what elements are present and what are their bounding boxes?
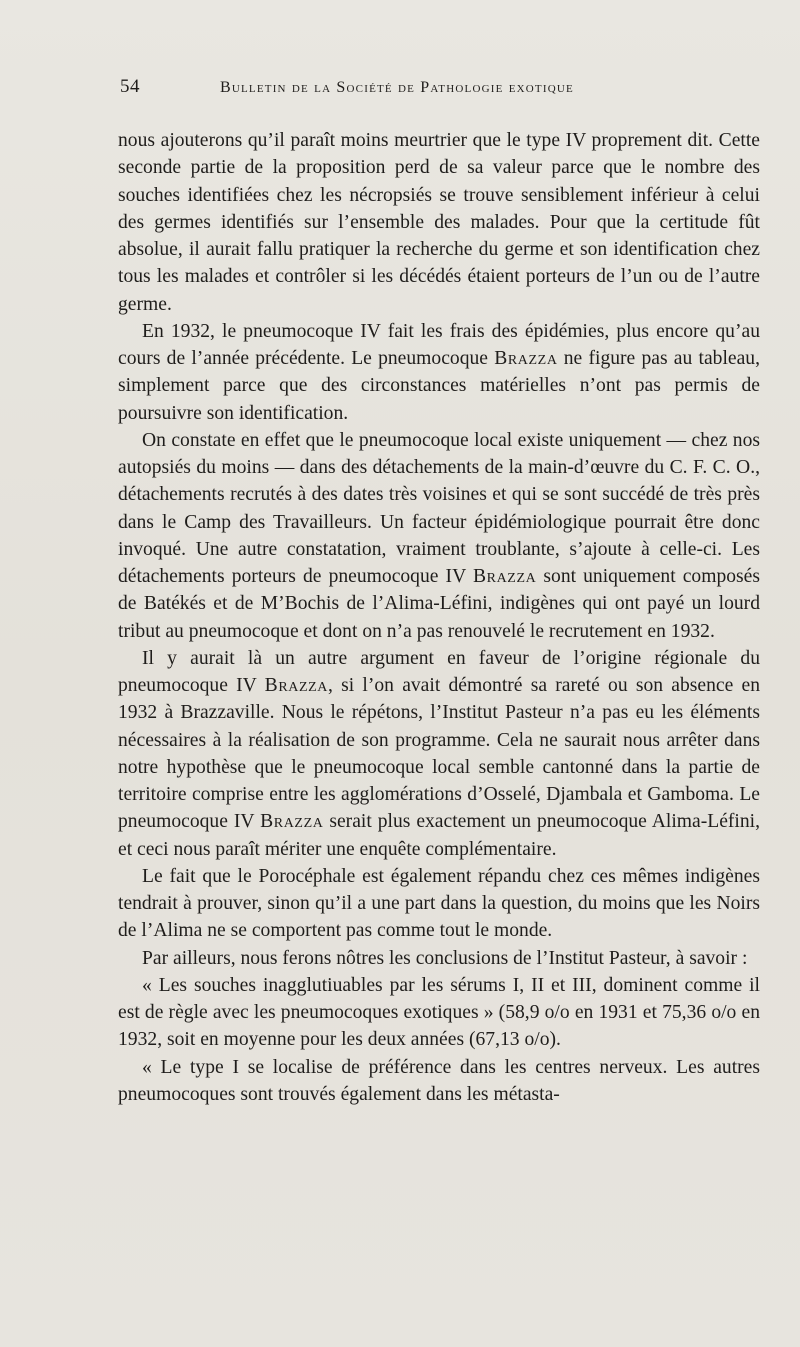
paragraph-text: Il y aurait là un autre argument en faveur de l’origine régionale du pneumocoque IV (118, 647, 760, 696)
paragraph-text: ne figure pas au tableau, simplement parce que des circonstances matérielles n’ont pas permis de poursuivre son identification. (118, 348, 760, 424)
paragraph (118, 945, 760, 972)
paragraph (118, 318, 760, 427)
paragraph-text: sont uniquement composés de Batékés et de M’Bochis de l’Alima-Léfini, indigènes qui ont payé un lourd tribut au pneumocoque et dont on n’a pas renouvelé le recrutement en 1932. (118, 566, 760, 642)
paragraph-text: « Les souches inagglutiuables par les sérums I, II et III, dominent comme il est de règle avec les pneumocoques exotiques » (58,9 o/o en 1931 et 75,36 o/o en 1932, soit en moyenne pour les deux années (67,13 o/o). (118, 974, 760, 1051)
paragraph-text: nous ajouterons qu’il paraît moins meurtrier que le type IV proprement dit. Cette seconde partie de la proposition perd de sa valeur parce que le nombre des souches identifiées chez les nécropsiés se trouve sensiblement inférieur à celui des germes identifiés sur l’ensemble des malades. Pour que la certitude fût absolue, il aurait fallu pratiquer la recherche du germe et son identification chez tous les malades et contrôler si les décédés étaient porteurs de l’un ou de l’autre germe. (118, 130, 760, 315)
paragraph-text: En 1932, le pneumocoque IV fait les frais des épidémies, plus encore qu’au cours de l’année précédente. Le pneumocoque (118, 320, 760, 369)
paragraph-text: Par ailleurs, nous ferons nôtres les conclusions de l’Institut Pasteur, à savoir : (142, 947, 748, 969)
paragraph-text: serait plus exactement un pneumocoque Alima-Léfini, et ceci nous paraît mériter une enquête complémentaire. (118, 811, 760, 860)
small-caps-term: Brazza (494, 348, 558, 369)
paragraph (118, 645, 760, 863)
small-caps-term: Brazza (264, 675, 329, 696)
paragraph-text: Le fait que le Porocéphale est également répandu chez ces mêmes indigènes tendrait à prouver, sinon qu’il a une part dans la question, du moins que les Noirs de l’Alima ne se comportent pas comme tout le monde. (118, 865, 760, 942)
running-title: Bulletin de la Société de Pathologie exotique (220, 79, 574, 96)
small-caps-term: Brazza (260, 811, 324, 833)
paragraph-text: On constate en effet que le pneumocoque local existe uniquement — chez nos autopsiés du moins — dans des détachements de la main-d’œuvre du C. F. C. O., détachements recrutés à des dates très voisines et qui se sont succédé de très près dans le Camp des Travailleurs. Un facteur épidémiologique pourrait être donc invoqué. Une autre constatation, vraiment troublante, s’ajoute à celle-ci. Les détachements porteurs de pneumocoque IV (118, 429, 760, 587)
paragraph (118, 127, 760, 318)
paragraph (118, 863, 760, 945)
paragraph (118, 1054, 760, 1109)
paragraph (118, 972, 760, 1054)
page-header (120, 76, 665, 102)
page-number: 54 (120, 76, 140, 97)
paragraph (118, 427, 760, 645)
paragraph-text: « Le type I se localise de préférence dans les centres nerveux. Les autres pneumocoques sont trouvés également dans les métasta- (118, 1056, 760, 1105)
paragraph-text: , si l’on avait démontré sa rareté ou son absence en 1932 à Brazzaville. Nous le répétons, l’Institut Pasteur n’a pas eu les éléments nécessaires à la réalisation de son programme. Cela ne saurait nous arrêter dans notre hypothèse que le pneumocoque local semble cantonné dans la partie de territoire comprise entre les agglomérations d’Osselé, Djambala et Gamboma. Le pneumocoque IV (118, 675, 760, 833)
small-caps-term: Brazza (472, 566, 537, 587)
body-text (118, 127, 760, 1108)
